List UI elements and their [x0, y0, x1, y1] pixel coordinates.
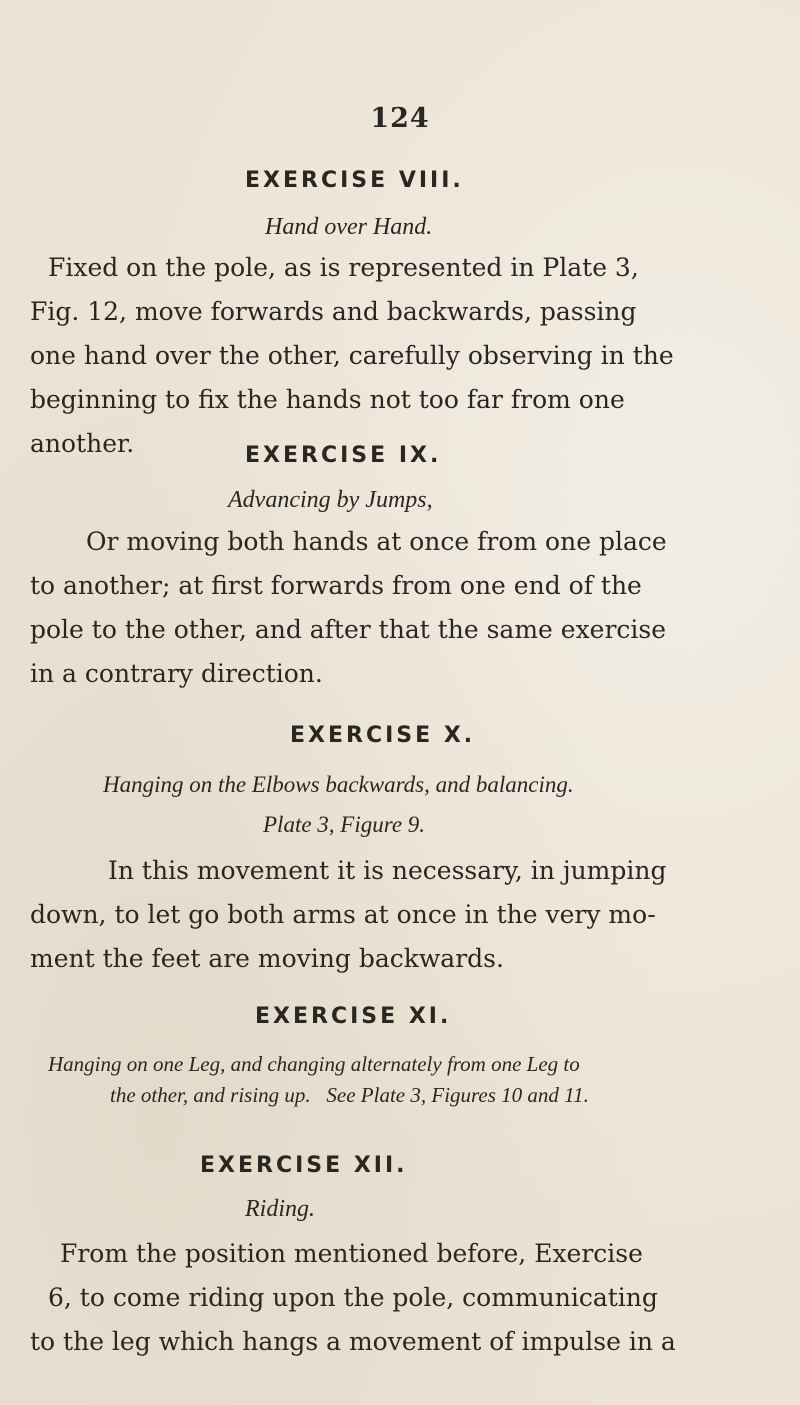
paragraph-line: Fig. 12, move forwards and backwards, passing: [30, 297, 637, 326]
exercise-9-paragraph: [30, 520, 770, 696]
exercise-10-subtitle-line-1: Hanging on the Elbows backwards, and balancing.: [103, 772, 574, 797]
paragraph-line: Fixed on the pole, as is represented in Plate 3,: [48, 253, 639, 282]
exercise-10-subtitle-line-2: Plate 3, Figure 9.: [263, 812, 426, 837]
paragraph-line: ment the feet are moving backwards.: [30, 944, 504, 973]
paragraph-line: From the position mentioned before, Exercise: [60, 1239, 643, 1268]
exercise-11-subtitle-line-2: the other, and rising up. See Plate 3, Figures 10 and 11.: [110, 1083, 589, 1107]
exercise-11-subtitle-line-1: Hanging on one Leg, and changing alternately from one Leg to: [48, 1052, 580, 1076]
exercise-12-paragraph: [30, 1232, 770, 1364]
exercise-12-subtitle: Riding.: [245, 1196, 315, 1222]
paragraph-line: another.: [30, 429, 135, 458]
paragraph-line: pole to the other, and after that the same exercise: [30, 615, 667, 644]
paragraph-line: In this movement it is necessary, in jumping: [108, 856, 667, 885]
exercise-8-paragraph: [30, 246, 770, 466]
page-number: 124: [370, 103, 430, 134]
exercise-9-subtitle: Advancing by Jumps,: [228, 487, 433, 513]
exercise-10-paragraph: [30, 849, 770, 981]
paragraph-line: in a contrary direction.: [30, 659, 323, 688]
paragraph-line: to another; at first forwards from one end of the: [30, 571, 642, 600]
paragraph-line: down, to let go both arms at once in the very mo-: [30, 900, 656, 929]
paragraph-line: Or moving both hands at once from one place: [86, 527, 667, 556]
paragraph-line: to the leg which hangs a movement of impulse in a: [30, 1327, 676, 1356]
exercise-10-heading: EXERCISE X.: [290, 723, 476, 748]
exercise-8-subtitle: Hand over Hand.: [265, 214, 433, 240]
paragraph-line: beginning to fix the hands not too far from one: [30, 385, 625, 414]
paragraph-line: 6, to come riding upon the pole, communicating: [48, 1283, 658, 1312]
exercise-11-heading: EXERCISE XI.: [255, 1004, 452, 1029]
exercise-12-heading: EXERCISE XII.: [200, 1153, 408, 1178]
paragraph-line: one hand over the other, carefully observing in the: [30, 341, 674, 370]
exercise-8-heading: EXERCISE VIII.: [245, 168, 464, 193]
exercise-9-heading: EXERCISE IX.: [245, 443, 442, 468]
